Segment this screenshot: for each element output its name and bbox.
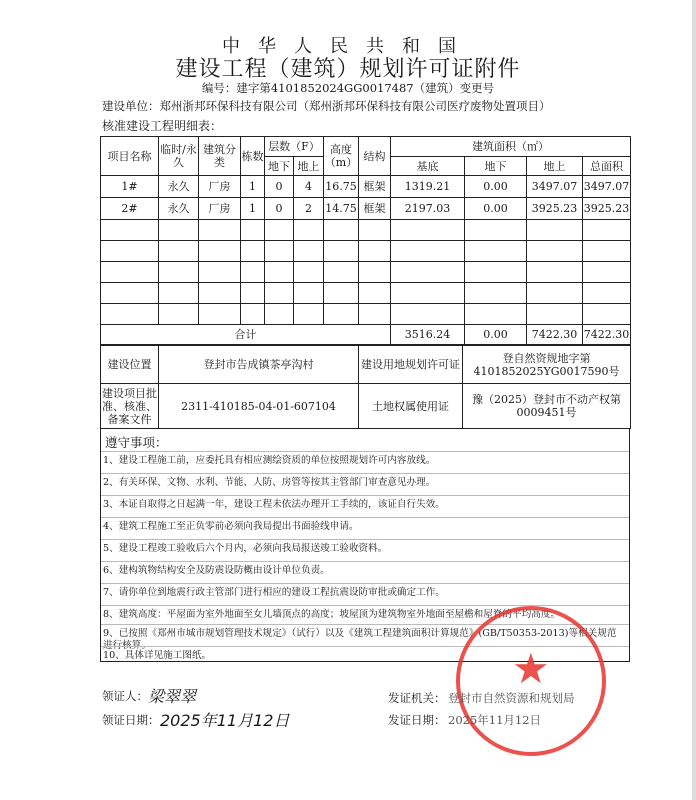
note-divider	[101, 473, 629, 474]
official-seal	[456, 606, 606, 756]
table-cell: 4	[294, 176, 324, 198]
empty-cell	[527, 241, 583, 262]
empty-cell	[359, 241, 391, 262]
empty-cell	[265, 262, 294, 283]
issue-date-value: 2025年11月12日	[448, 713, 542, 727]
empty-cell	[583, 283, 631, 304]
header-name: 项目名称	[101, 137, 159, 176]
empty-cell	[359, 262, 391, 283]
header-base: 基底	[391, 157, 465, 176]
table-cell: 0	[265, 176, 294, 198]
table-cell: 2197.03	[391, 198, 465, 220]
empty-cell	[294, 220, 324, 241]
table-cell: 0	[265, 198, 294, 220]
empty-cell	[265, 220, 294, 241]
header-count: 栋数	[241, 137, 265, 176]
empty-cell	[199, 241, 241, 262]
empty-cell	[265, 283, 294, 304]
empty-cell	[199, 262, 241, 283]
header-temp: 临时/永久	[159, 137, 199, 176]
note-item: 1、建设工程施工前，应委托具有相应测绘资质的单位按照规划许可内容放线。	[103, 455, 436, 466]
table-cell: 14.75	[324, 198, 359, 220]
empty-row	[101, 283, 631, 304]
document-title: 建设工程（建筑）规划许可证附件	[175, 57, 521, 82]
empty-cell	[159, 304, 199, 325]
empty-cell	[527, 304, 583, 325]
table-cell: 1#	[101, 176, 159, 198]
note-item: 10、具体详见施工图纸。	[103, 650, 212, 661]
empty-cell	[265, 241, 294, 262]
note-item: 9、已按照《郑州市城市规划管理技术规定》（试行）以及《建筑工程建筑面积计算规范》(GB/T50353-2013)等相关规范进行核算。	[103, 628, 617, 651]
empty-cell	[391, 262, 465, 283]
empty-cell	[359, 304, 391, 325]
empty-cell	[101, 304, 159, 325]
header-floors: 层数（F）	[265, 137, 324, 157]
note-divider	[101, 561, 629, 562]
project-info-table	[100, 345, 631, 429]
table-cell: 3497.07	[527, 176, 583, 198]
empty-cell	[199, 283, 241, 304]
empty-cell	[294, 283, 324, 304]
empty-cell	[391, 283, 465, 304]
empty-cell	[265, 304, 294, 325]
table-cell: 0.00	[465, 198, 527, 220]
empty-cell	[159, 241, 199, 262]
empty-cell	[324, 304, 359, 325]
empty-cell	[159, 283, 199, 304]
empty-cell	[101, 241, 159, 262]
table-cell: 永久	[159, 176, 199, 198]
note-item: 6、建构筑物结构安全及防震设防概由设计单位负责。	[103, 565, 330, 576]
issuer-label: 发证机关：	[388, 691, 446, 705]
empty-cell	[159, 262, 199, 283]
empty-cell	[199, 220, 241, 241]
note-divider	[101, 539, 629, 540]
location-label: 建设位置	[101, 346, 159, 384]
note-item: 8、建筑高度：平屋面为室外地面至女儿墙顶点的高度；坡屋顶为建筑物室外地面至屋檐和屋脊的平均高度。	[103, 609, 561, 620]
note-divider	[101, 451, 629, 452]
receiver-signature: 梁翠翠	[148, 687, 197, 706]
table-cell: 0.00	[465, 176, 527, 198]
table-cell: 16.75	[324, 176, 359, 198]
table-cell: 1	[241, 176, 265, 198]
header-total: 总面积	[583, 157, 631, 176]
empty-cell	[241, 283, 265, 304]
header-area-below: 地下	[465, 157, 527, 176]
notes-title: 遵守事项：	[105, 435, 168, 450]
header-below: 地下	[265, 157, 294, 176]
empty-cell	[101, 262, 159, 283]
empty-cell	[241, 262, 265, 283]
empty-cell	[101, 220, 159, 241]
header-structure: 结构	[359, 137, 391, 176]
issue-date-label: 发证日期：	[388, 713, 446, 727]
empty-row	[101, 241, 631, 262]
note-item: 3、本证自取得之日起满一年，建设工程未依法办理开工手续的，该证自行失效。	[103, 499, 445, 510]
empty-cell	[583, 220, 631, 241]
sum-total: 7422.30	[583, 325, 631, 345]
sum-label: 合计	[101, 325, 391, 345]
table-cell: 2	[294, 198, 324, 220]
location-value: 登封市告成镇茶亭沟村	[159, 346, 359, 384]
table-label: 核准建设工程明细表：	[102, 119, 223, 133]
empty-cell	[527, 283, 583, 304]
empty-cell	[583, 262, 631, 283]
empty-cell	[583, 304, 631, 325]
empty-cell	[391, 241, 465, 262]
empty-cell	[324, 220, 359, 241]
header-height: 高度（m）	[324, 137, 359, 176]
sum-above: 7422.30	[527, 325, 583, 345]
empty-cell	[241, 304, 265, 325]
receiver-label: 领证人：	[102, 689, 148, 703]
note-item: 7、请你单位到地震行政主管部门进行相应的建设工程抗震设防审批或确定工作。	[103, 587, 445, 598]
empty-cell	[324, 283, 359, 304]
scan-edge	[692, 0, 696, 800]
empty-cell	[324, 262, 359, 283]
sum-base: 3516.24	[391, 325, 465, 345]
empty-row	[101, 262, 631, 283]
table-cell: 1319.21	[391, 176, 465, 198]
land-permit-label: 建设用地规划许可证	[359, 346, 463, 384]
table-cell: 厂房	[199, 198, 241, 220]
note-divider	[101, 517, 629, 518]
empty-cell	[294, 262, 324, 283]
empty-cell	[465, 283, 527, 304]
note-item: 5、建设工程竣工验收后六个月内，必须向我局报送竣工验收资料。	[103, 543, 388, 554]
approval-label: 建设项目批准、核准、备案文件	[101, 384, 159, 429]
project-detail-table	[100, 136, 631, 345]
empty-cell	[391, 304, 465, 325]
table-cell: 3925.23	[583, 198, 631, 220]
empty-cell	[359, 220, 391, 241]
table-cell: 3497.07	[583, 176, 631, 198]
receive-date-handwritten: 2025年11月12日	[160, 711, 290, 730]
approval-value: 2311-410185-04-01-607104	[159, 384, 359, 429]
header-above: 地上	[294, 157, 324, 176]
land-cert-value: 豫（2025）登封市不动产权第0009451号	[463, 384, 631, 429]
table-cell: 1	[241, 198, 265, 220]
empty-cell	[241, 220, 265, 241]
empty-cell	[359, 283, 391, 304]
note-divider	[101, 583, 629, 584]
country-title: 中华人民共和国	[222, 36, 474, 57]
note-item: 4、建筑工程施工至正负零前必须向我局提出书面验线申请。	[103, 521, 359, 532]
empty-cell	[101, 283, 159, 304]
table-cell: 永久	[159, 198, 199, 220]
empty-cell	[527, 220, 583, 241]
table-cell: 厂房	[199, 176, 241, 198]
empty-cell	[527, 262, 583, 283]
empty-cell	[465, 304, 527, 325]
permit-number: 编号：建字第4101852024GG0017487（建筑）变更号	[201, 81, 495, 95]
empty-cell	[294, 304, 324, 325]
note-item: 2、有关环保、文物、水利、节能、人防、房管等按其主管部门审查意见办理。	[103, 477, 436, 488]
empty-cell	[324, 241, 359, 262]
empty-cell	[159, 220, 199, 241]
empty-row	[101, 304, 631, 325]
table-cell: 框架	[359, 198, 391, 220]
land-permit-value: 登自然资规地字第4101852025YG0017590号	[463, 346, 631, 384]
sum-below: 0.00	[465, 325, 527, 345]
table-row	[101, 176, 631, 198]
empty-cell	[465, 262, 527, 283]
empty-row	[101, 220, 631, 241]
construction-unit: 建设单位：郑州浙邦环保科技有限公司（郑州浙邦环保科技有限公司医疗废物处置项目）	[102, 99, 551, 113]
empty-cell	[391, 220, 465, 241]
empty-cell	[465, 241, 527, 262]
note-divider	[101, 605, 629, 606]
header-area: 建筑面积（㎡）	[391, 137, 631, 157]
table-cell: 框架	[359, 176, 391, 198]
issuer-value: 登封市自然资源和规划局	[448, 691, 575, 705]
header-area-above: 地上	[527, 157, 583, 176]
star-icon: ★	[512, 644, 550, 693]
empty-cell	[199, 304, 241, 325]
empty-cell	[241, 241, 265, 262]
header-type: 建筑分类	[199, 137, 241, 176]
table-cell: 3925.23	[527, 198, 583, 220]
note-divider	[101, 495, 629, 496]
land-cert-label: 土地权属使用证	[359, 384, 463, 429]
empty-cell	[294, 241, 324, 262]
empty-cell	[583, 241, 631, 262]
table-cell: 2#	[101, 198, 159, 220]
empty-cell	[465, 220, 527, 241]
table-row	[101, 198, 631, 220]
receive-date-label: 领证日期：	[102, 713, 160, 727]
